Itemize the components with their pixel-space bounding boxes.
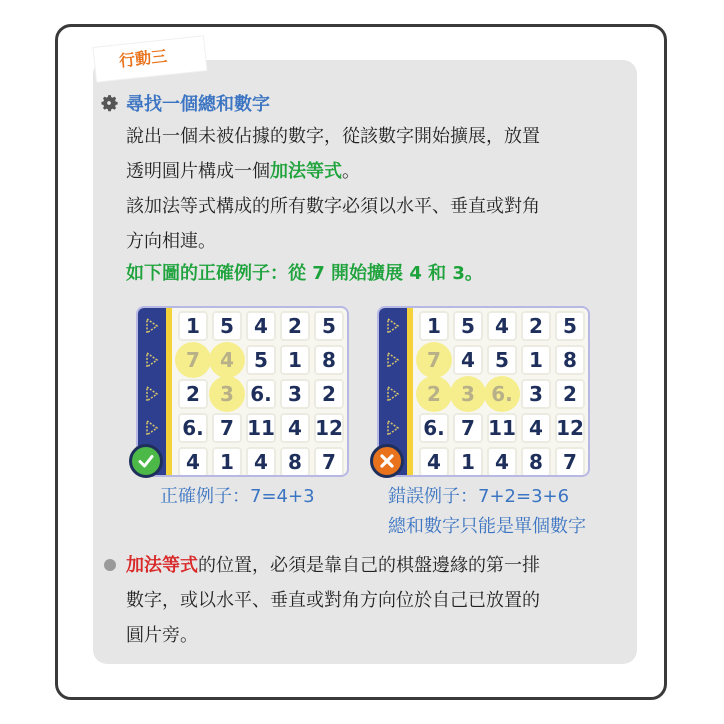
arrow-marker-icon: [145, 386, 159, 402]
tab-label: 行動三: [118, 46, 168, 71]
instruction-line: [126, 154, 626, 189]
wrong-caption: [388, 482, 586, 542]
checkmark-icon: [137, 452, 155, 470]
instruction-text: [126, 119, 626, 259]
board-cell: 7: [186, 348, 200, 372]
arrow-marker-icon: [145, 318, 159, 334]
arrow-marker-icon: [386, 386, 400, 402]
board-cell: 7: [453, 413, 483, 443]
board-cell: 5: [487, 345, 517, 375]
arrow-marker-icon: [386, 318, 400, 334]
board-cell: 8: [555, 345, 585, 375]
board-cell: 2: [178, 379, 208, 409]
board-cell: 6.: [419, 413, 449, 443]
board-cell: 3: [461, 382, 475, 406]
rule-line: [126, 548, 622, 583]
board-cell: 2: [555, 379, 585, 409]
rule-fragment: 的位置，必須是靠自己的棋盤邊緣的第一排: [198, 555, 540, 576]
board-cell: 8: [521, 447, 551, 477]
wrong-badge: [370, 444, 404, 478]
board-cell: 3: [220, 382, 234, 406]
board-cell: 4: [487, 311, 517, 341]
arrow-marker-icon: [145, 352, 159, 368]
correct-badge: [129, 444, 163, 478]
board-cell: 3: [521, 379, 551, 409]
equation-highlight: 加法等式: [270, 161, 342, 182]
board-edge-line: [166, 308, 172, 475]
instruction-fragment: 。: [342, 161, 360, 182]
board-cell: 4: [453, 345, 483, 375]
board-cell: 8: [280, 447, 310, 477]
board-cell: 1: [419, 311, 449, 341]
board-cell: 1: [453, 447, 483, 477]
board-cell: 5: [246, 345, 276, 375]
board-cell: 5: [314, 311, 344, 341]
board-cell: 12: [555, 413, 585, 443]
instruction-line: 方向相連。: [126, 231, 216, 252]
board-cell: 11: [487, 413, 517, 443]
cross-icon: [379, 453, 395, 469]
board-cell: 4: [487, 447, 517, 477]
board-cell: 4: [246, 447, 276, 477]
board-cell: 1: [280, 345, 310, 375]
board-cell: 5: [453, 311, 483, 341]
board-cell: 5: [555, 311, 585, 341]
wrong-caption-line: 錯誤例子：7+2=3+6: [388, 486, 570, 507]
instruction-fragment: 透明圓片構成一個: [126, 161, 270, 182]
board-cell: 8: [314, 345, 344, 375]
example-intro: 如下圖的正確例子：從 7 開始擴展 4 和 3。: [126, 263, 483, 284]
arrow-marker-icon: [386, 420, 400, 436]
arrow-marker-icon: [145, 420, 159, 436]
board-cell: 4: [178, 447, 208, 477]
correct-caption: 正確例子：7=4+3: [160, 486, 315, 507]
rule-line: 數字，或以水平、垂直或對角方向位於自己已放置的: [126, 590, 540, 611]
board-cell: 5: [212, 311, 242, 341]
wrong-caption-line: 總和數字只能是單個數字: [388, 516, 586, 537]
board-cell: 6.: [178, 413, 208, 443]
board-cell: 2: [427, 382, 441, 406]
board-cell: 4: [246, 311, 276, 341]
correct-example-board: [136, 306, 349, 477]
board-cell: 1: [212, 447, 242, 477]
board-cell: 6.: [491, 382, 513, 406]
bullet-dot: [104, 559, 116, 571]
board-cell: 7: [555, 447, 585, 477]
board-cell: 2: [521, 311, 551, 341]
arrow-marker-icon: [386, 352, 400, 368]
rule-line: 圓片旁。: [126, 625, 198, 646]
section-title-text: 尋找一個總和數字: [126, 94, 270, 115]
board-cell: 4: [419, 447, 449, 477]
gear-icon: [98, 92, 120, 114]
board-cell: 6.: [246, 379, 276, 409]
board-cell: 11: [246, 413, 276, 443]
instruction-line: 該加法等式構成的所有數字必須以水平、垂直或對角: [126, 196, 540, 217]
board-cell: 4: [521, 413, 551, 443]
rule-text: [126, 548, 622, 653]
wrong-example-board: [377, 306, 590, 477]
board-cell: 4: [220, 348, 234, 372]
instruction-line: 說出一個未被佔據的數字，從該數字開始擴展，放置: [126, 126, 540, 147]
section-title: [98, 90, 270, 116]
board-cell: 7: [427, 348, 441, 372]
board-cell: 7: [314, 447, 344, 477]
board-cell: 12: [314, 413, 344, 443]
equation-highlight-red: 加法等式: [126, 555, 198, 576]
board-cell: 1: [178, 311, 208, 341]
board-cell: 1: [521, 345, 551, 375]
board-cell: 7: [212, 413, 242, 443]
board-cell: 3: [280, 379, 310, 409]
board-cell: 2: [314, 379, 344, 409]
board-cell: 2: [280, 311, 310, 341]
board-edge-line: [407, 308, 413, 475]
board-cell: 4: [280, 413, 310, 443]
